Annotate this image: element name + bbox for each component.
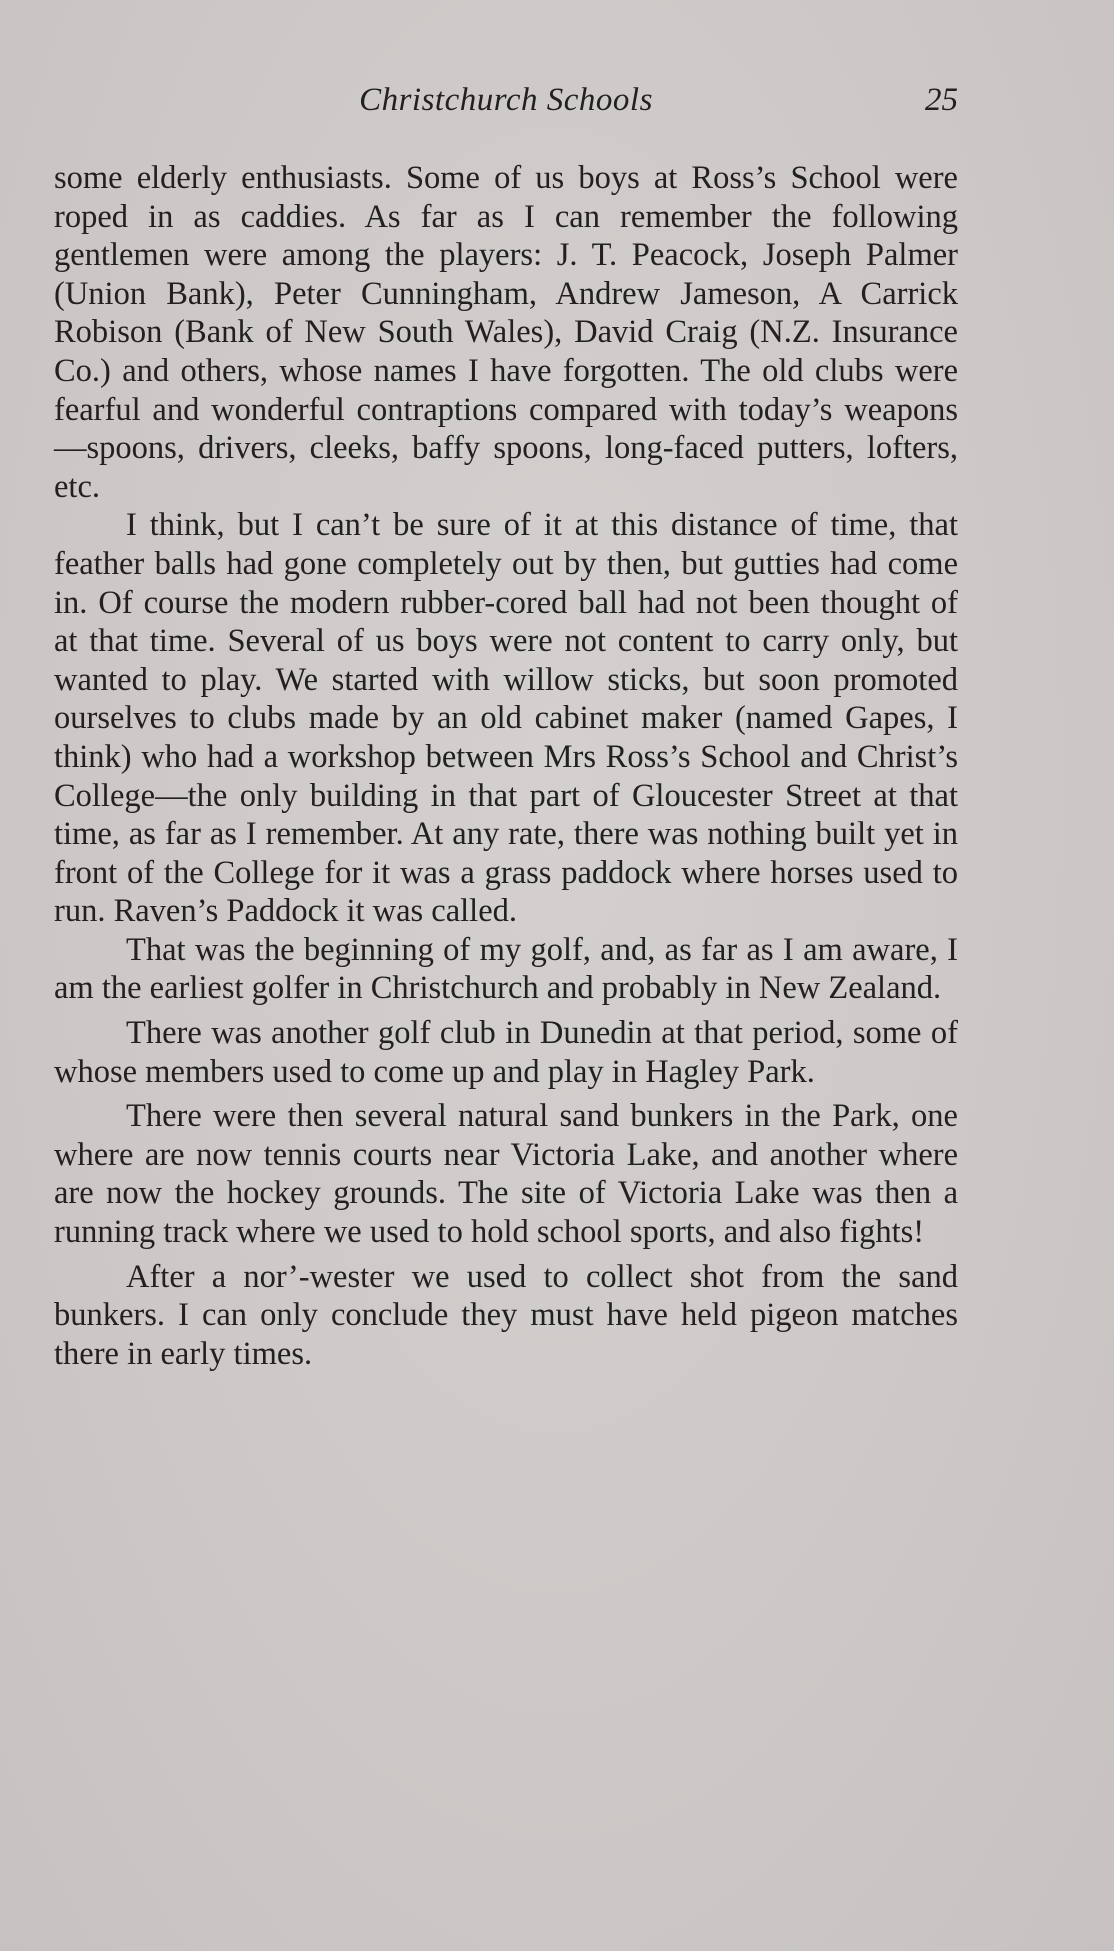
- paragraph: There was another golf club in Dunedin at that period, some of whose members used to come up and play in Hagley Park.: [54, 1015, 958, 1090]
- paragraph: That was the beginning of my golf, and, as far as I am aware, I am the earliest golfer in Christchurch and probably in New Zealand.: [54, 931, 958, 1007]
- paragraph: I think, but I can’t be sure of it at this distance of time, that feather balls had gone completely out by then, but gutties had come in. Of course the modern rubber-cored ball had not been thought of at that time. Several of us boys were not content to carry only, but wanted to play. We started with willow sticks, but soon promoted ourselves to clubs made by an old cabinet maker (named Gapes, I think) who had a workshop between Mrs Ross’s School and Christ’s College—the only building in that part of Gloucester Street at that time, as far as I remember. At any rate, there was nothing built yet in front of the College for it was a grass paddock where horses used to run. Raven’s Paddock it was called.: [54, 507, 958, 930]
- body-text: [54, 159, 958, 1373]
- page-header: [54, 82, 958, 122]
- page-number: 25: [925, 82, 958, 118]
- paragraph: There were then several natural sand bunkers in the Park, one where are now tennis courts near Victoria Lake, and another where are now the hockey grounds. The site of Victoria Lake was then a running track where we used to hold school sports, and also fights!: [54, 1098, 958, 1251]
- paragraph: some elderly enthusiasts. Some of us boys at Ross’s School were roped in as caddies. As far as I can remember the following gentlemen were among the players: J. T. Peacock, Joseph Palmer (Union Bank), Peter Cunningham, Andrew Jameson, A Carrick Robison (Bank of New South Wales), David Craig (N.Z. Insurance Co.) and others, whose names I have forgotten. The old clubs were fearful and wonderful contraptions compared with today’s weapons—spoons, drivers, cleeks, baffy spoons, long-faced putters, lofters, etc.: [54, 160, 958, 505]
- running-title: Christchurch Schools: [359, 82, 653, 118]
- paragraph: After a nor’-wester we used to collect shot from the sand bunkers. I can only conclude they must have held pigeon matches there in early times.: [54, 1258, 958, 1372]
